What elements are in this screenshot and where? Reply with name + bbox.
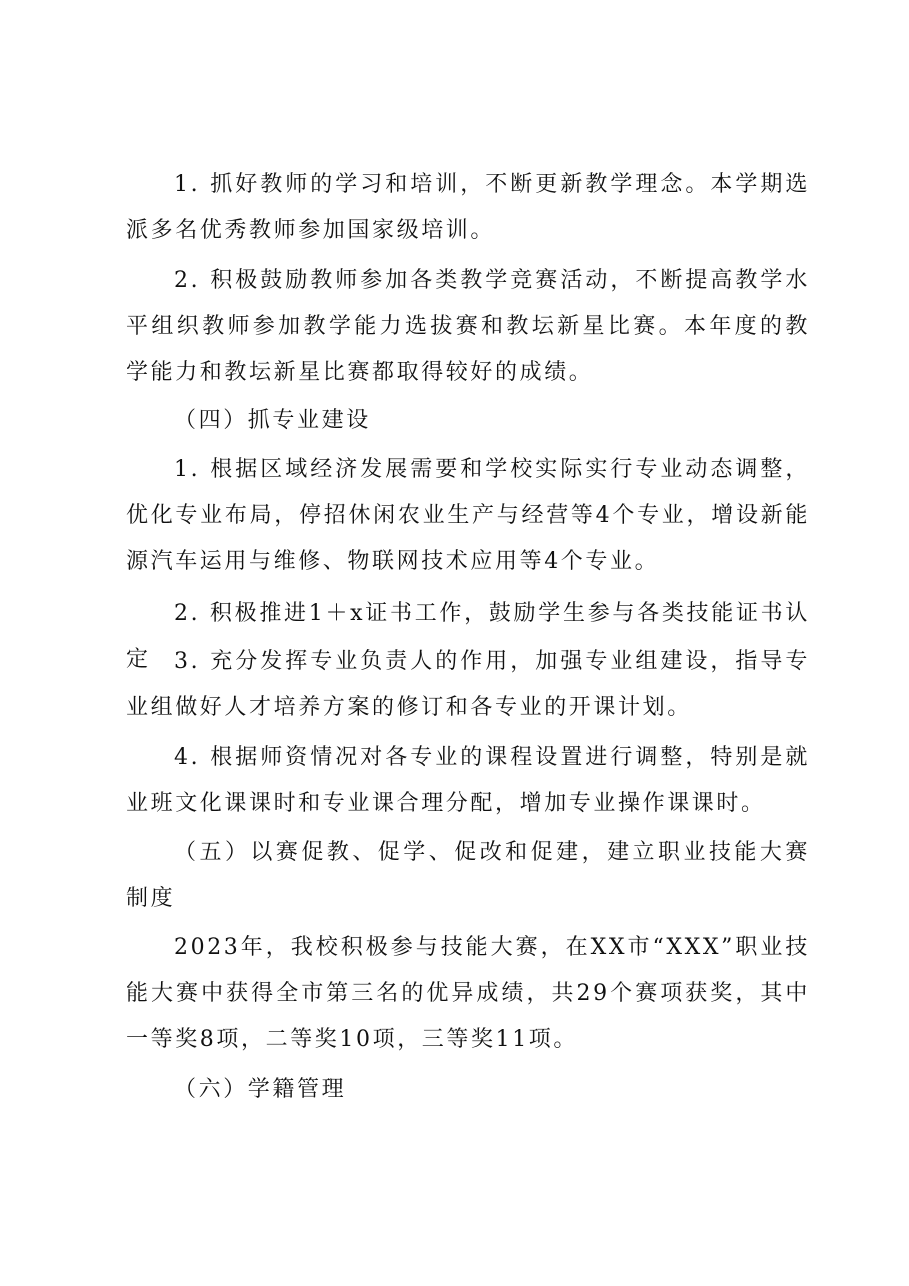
paragraph-major-leaders: 3. 充分发挥专业负责人的作用，加强专业组建设，指导专业组做好人才培养方案的修订和各专业的开课计划。	[126, 649, 810, 720]
paragraph-certificates: 2. 积极推进1＋x证书工作，鼓励学生参与各类技能证书认定	[126, 601, 810, 672]
paragraph-teaching-competitions: 2. 积极鼓励教师参加各类教学竞赛活动，不断提高教学水平组织教师参加教学能力选拔赛和教坛新星比赛。本年度的教学能力和教坛新星比赛都取得较好的成绩。	[126, 268, 810, 385]
section-heading-student-records: （六）学籍管理	[174, 1077, 347, 1102]
paragraph-competition-results: 2023年，我校积极参与技能大赛，在XX市“XXX”职业技能大赛中获得全市第三名的优异成绩，共29个赛项获奖，其中一等奖8项，二等奖10项，三等奖11项。	[126, 935, 810, 1052]
section-heading-skills-competition: （五）以赛促教、促学、促改和促建，建立职业技能大赛制度	[126, 840, 810, 911]
paragraph-curriculum: 4. 根据师资情况对各专业的课程设置进行调整，特别是就业班文化课课时和专业课合理分配，增加专业操作课课时。	[126, 745, 810, 816]
paragraph-teacher-training: 1. 抓好教师的学习和培训，不断更新教学理念。本学期选派多名优秀教师参加国家级培训。	[126, 172, 810, 243]
section-heading-major-construction: （四）抓专业建设	[174, 408, 371, 433]
paragraph-major-adjustment: 1. 根据区域经济发展需要和学校实际实行专业动态调整，优化专业布局，停招休闲农业生产与经营等4个专业，增设新能源汽车运用与维修、物联网技术应用等4个专业。	[126, 457, 810, 574]
